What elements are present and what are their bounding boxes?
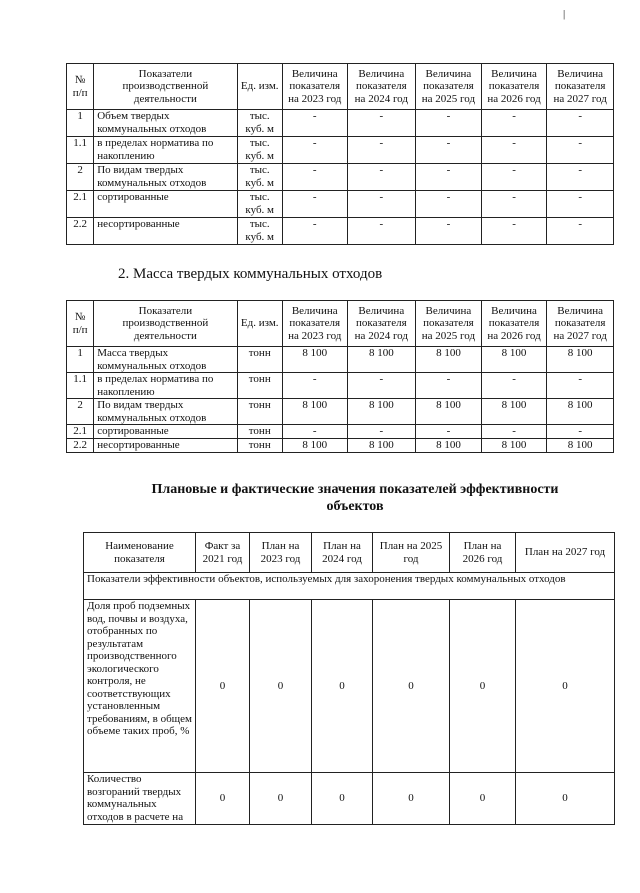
value-cell: - (547, 191, 614, 218)
row-name: Масса твердых коммунальных отходов (94, 347, 237, 373)
table-row (67, 425, 614, 439)
value-cell: 8 100 (481, 439, 547, 453)
value-cell: - (416, 191, 482, 218)
row-unit: тыс. куб. м (237, 137, 282, 164)
table-row (84, 773, 615, 825)
value-cell: 0 (373, 773, 450, 825)
table-row (67, 439, 614, 453)
row-number: 1 (67, 110, 94, 137)
page-mark: | (563, 8, 566, 20)
value-cell: - (282, 218, 347, 245)
efficiency-title: Плановые и фактические значения показателей эффективности объектов (151, 482, 559, 514)
row-name: Объем твердых коммунальных отходов (94, 110, 237, 137)
header-cell: Показатели производственной деятельности (94, 301, 237, 347)
value-cell: - (416, 373, 482, 399)
header-cell: Величина показателя на 2025 год (416, 64, 482, 110)
row-number: 2 (67, 164, 94, 191)
value-cell: 8 100 (282, 347, 347, 373)
row-number: 2.2 (67, 439, 94, 453)
value-cell: 8 100 (282, 399, 347, 425)
value-cell: 0 (373, 600, 450, 773)
value-cell: 8 100 (416, 347, 482, 373)
value-cell: - (282, 110, 347, 137)
value-cell: - (347, 218, 416, 245)
value-cell: - (547, 218, 614, 245)
row-name: в пределах норматива по накоплению (94, 137, 237, 164)
header-cell: План на 2025 год (373, 533, 450, 573)
value-cell: - (481, 218, 547, 245)
header-cell: План на 2023 год (250, 533, 312, 573)
value-cell: 8 100 (282, 439, 347, 453)
value-cell: 0 (250, 773, 312, 825)
value-cell: 0 (196, 773, 250, 825)
row-name: По видам твердых коммунальных отходов (94, 164, 237, 191)
table-row (67, 218, 614, 245)
section-title: 2. Масса твердых коммунальных отходов (118, 266, 383, 282)
row-name: несортированные (94, 439, 237, 453)
value-cell: - (347, 373, 416, 399)
row-unit: тонн (237, 439, 282, 453)
value-cell: - (282, 191, 347, 218)
efficiency-table (83, 532, 615, 825)
value-cell: - (416, 164, 482, 191)
value-cell: - (547, 373, 614, 399)
value-cell: 0 (312, 600, 373, 773)
value-cell: 0 (250, 600, 312, 773)
value-cell: - (481, 191, 547, 218)
row-name: По видам твердых коммунальных отходов (94, 399, 237, 425)
table-row (67, 347, 614, 373)
row-number: 2.2 (67, 218, 94, 245)
value-cell: 0 (450, 600, 516, 773)
header-cell: Величина показателя на 2025 год (416, 301, 482, 347)
value-cell: 0 (516, 600, 615, 773)
value-cell: - (416, 137, 482, 164)
header-cell: Величина показателя на 2024 год (347, 301, 416, 347)
value-cell: - (347, 110, 416, 137)
value-cell: 8 100 (547, 439, 614, 453)
row-number: 2.1 (67, 191, 94, 218)
row-name: сортированные (94, 425, 237, 439)
table-row (67, 191, 614, 218)
table-row (67, 399, 614, 425)
value-cell: - (416, 110, 482, 137)
value-cell: 8 100 (347, 439, 416, 453)
row-number: 1 (67, 347, 94, 373)
header-cell: № п/п (67, 301, 94, 347)
value-cell: - (481, 110, 547, 137)
value-cell: 0 (516, 773, 615, 825)
value-cell: - (416, 218, 482, 245)
header-cell: Ед. изм. (237, 301, 282, 347)
row-unit: тонн (237, 347, 282, 373)
value-cell: - (547, 137, 614, 164)
header-cell: Наименование показателя (84, 533, 196, 573)
value-cell: - (347, 164, 416, 191)
value-cell: 8 100 (416, 399, 482, 425)
row-number: 1.1 (67, 373, 94, 399)
row-unit: тыс. куб. м (237, 218, 282, 245)
value-cell: - (547, 164, 614, 191)
value-cell: - (347, 191, 416, 218)
table-row (67, 164, 614, 191)
header-cell: Величина показателя на 2027 год (547, 301, 614, 347)
section-row: Показатели эффективности объектов, используемых для захоронения твердых коммунальных отходов (84, 573, 615, 600)
value-cell: 8 100 (547, 347, 614, 373)
header-cell: Факт за 2021 год (196, 533, 250, 573)
row-name: в пределах норматива по накоплению (94, 373, 237, 399)
value-cell: - (481, 373, 547, 399)
value-cell: 8 100 (481, 399, 547, 425)
value-cell: 0 (450, 773, 516, 825)
header-cell: Величина показателя на 2026 год (481, 301, 547, 347)
row-name: Доля проб подземных вод, почвы и воздуха, отобранных по результатам производственного экологического контроля, не соответствующих установленным требованиям, в общем объеме таких проб, % (84, 600, 196, 773)
value-cell: - (547, 425, 614, 439)
value-cell: - (416, 425, 482, 439)
row-unit: тонн (237, 399, 282, 425)
value-cell: 0 (312, 773, 373, 825)
value-cell: - (282, 164, 347, 191)
row-unit: тыс. куб. м (237, 110, 282, 137)
row-name: сортированные (94, 191, 237, 218)
value-cell: 8 100 (347, 347, 416, 373)
header-cell: Показатели производственной деятельности (94, 64, 237, 110)
header-cell: Величина показателя на 2027 год (547, 64, 614, 110)
value-cell: 8 100 (347, 399, 416, 425)
value-cell: 8 100 (547, 399, 614, 425)
row-number: 2 (67, 399, 94, 425)
header-cell: № п/п (67, 64, 94, 110)
row-name: Количество возгораний твердых коммунальных отходов в расчете на (84, 773, 196, 825)
table-row (84, 600, 615, 773)
volume-table (66, 63, 614, 245)
value-cell: - (282, 373, 347, 399)
header-cell: План на 2026 год (450, 533, 516, 573)
row-unit: тыс. куб. м (237, 191, 282, 218)
value-cell: - (481, 425, 547, 439)
row-unit: тонн (237, 425, 282, 439)
header-cell: Величина показателя на 2024 год (347, 64, 416, 110)
value-cell: - (282, 137, 347, 164)
table-row (67, 137, 614, 164)
header-cell: Величина показателя на 2023 год (282, 301, 347, 347)
value-cell: - (481, 137, 547, 164)
table-row (67, 110, 614, 137)
row-name: несортированные (94, 218, 237, 245)
value-cell: - (547, 110, 614, 137)
header-cell: Величина показателя на 2023 год (282, 64, 347, 110)
header-cell: План на 2027 год (516, 533, 615, 573)
value-cell: - (481, 164, 547, 191)
value-cell: 8 100 (416, 439, 482, 453)
row-number: 2.1 (67, 425, 94, 439)
table-row (67, 373, 614, 399)
value-cell: - (347, 425, 416, 439)
header-cell: Ед. изм. (237, 64, 282, 110)
mass-table (66, 300, 614, 453)
row-number: 1.1 (67, 137, 94, 164)
row-unit: тыс. куб. м (237, 164, 282, 191)
value-cell: 8 100 (481, 347, 547, 373)
header-cell: Величина показателя на 2026 год (481, 64, 547, 110)
value-cell: 0 (196, 600, 250, 773)
header-cell: План на 2024 год (312, 533, 373, 573)
row-unit: тонн (237, 373, 282, 399)
value-cell: - (347, 137, 416, 164)
value-cell: - (282, 425, 347, 439)
